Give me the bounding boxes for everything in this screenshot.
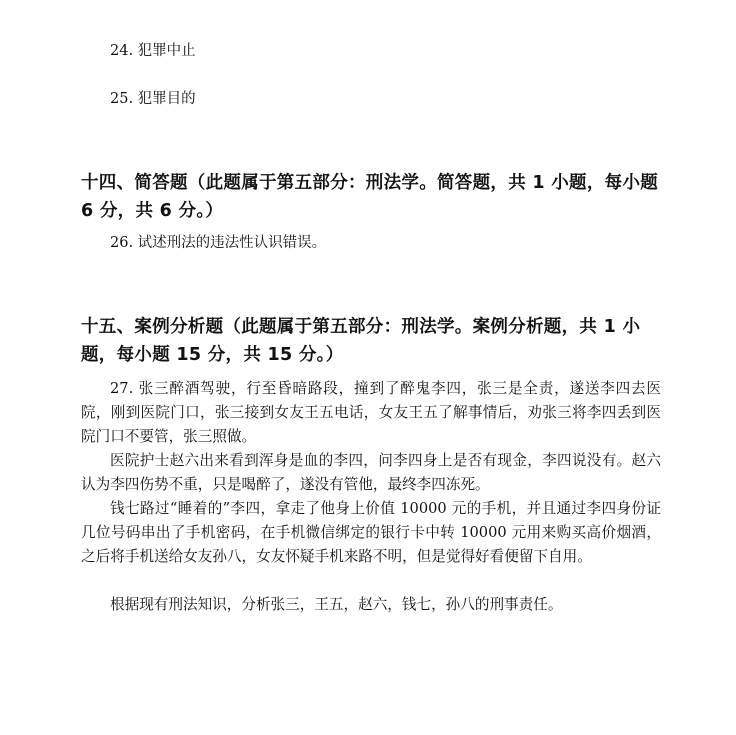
question-26: 26. 试述刑法的违法性认识错误。 bbox=[110, 235, 327, 251]
case-paragraph-2: 医院护士赵六出来看到浑身是血的李四，问李四身上是否有现金，李四说没有。赵六认为李四伤势不重，只是喝醉了，遂没有管他，最终李四冻死。 bbox=[81, 452, 661, 493]
section-15-heading: 十五、案例分析题（此题属于第五部分：刑法学。案例分析题，共 1 小题，每小题 15 分，共 15 分。） bbox=[81, 317, 641, 365]
case-paragraph-3: 钱七路过“睡着的”李四，拿走了他身上价值 10000 元的手机，并且通过李四身份证几位号码串出了手机密码，在手机微信绑定的银行卡中转 10000 元用来购买高价烟酒，之后将手机送给女友孙八，女友怀疑手机来路不明，但是觉得好看便留下自用。 bbox=[81, 500, 661, 565]
case-paragraph-4: 根据现有刑法知识，分析张三，王五，赵六，钱七，孙八的刑事责任。 bbox=[110, 596, 563, 613]
question-24: 24. 犯罪中止 bbox=[110, 43, 196, 59]
case-paragraph-1: 27. 张三醉酒驾驶，行至昏暗路段，撞到了醉鬼李四，张三是全责，遂送李四去医院，刚到医院门口，张三接到女友王五电话，女友王五了解事情后，劝张三将李四丢到医院门口不要管，张三照做。 bbox=[81, 380, 661, 445]
question-25: 25. 犯罪目的 bbox=[110, 91, 196, 107]
section-14-heading: 十四、简答题（此题属于第五部分：刑法学。简答题，共 1 小题，每小题 6 分，共 6 分。） bbox=[81, 173, 659, 221]
